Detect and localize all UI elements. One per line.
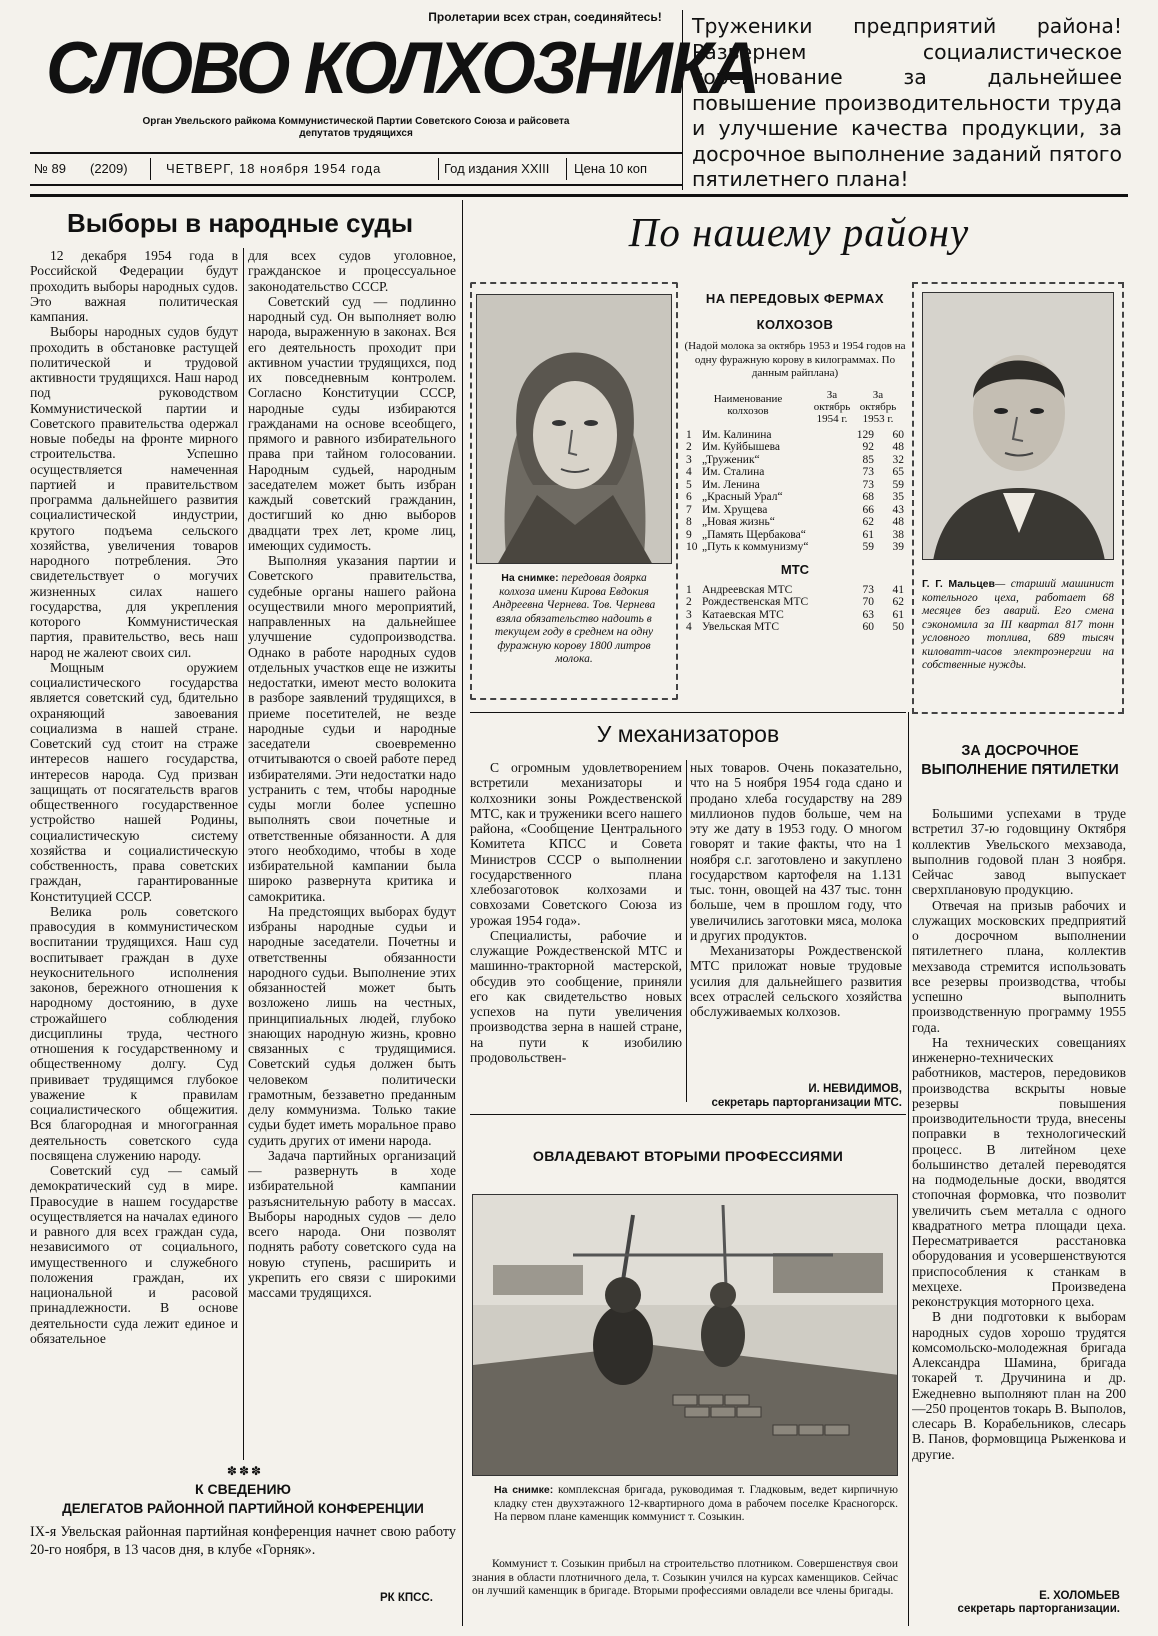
brigade-caption [494, 1484, 898, 1525]
brigade-photo [472, 1194, 898, 1476]
paragraph: Специалисты, рабочие и служащие Рождественской МТС и машинно-тракторной мастерской, обсудив это сообщение, приняли его как свидетельство новых успехов на пути увеличения производства зерна в нашей стране, на пути к изобилию продовольствен- [470, 927, 682, 1065]
plan-text [912, 806, 1126, 1590]
row-value-1953: 32 [892, 453, 904, 466]
caption-lead: На снимке: [494, 1484, 554, 1496]
farms-table-title: НА ПЕРЕДОВЫХ ФЕРМАХ КОЛХОЗОВ [705, 291, 885, 332]
year-of-publication: Год издания XXIII [444, 161, 550, 176]
row-value-1953: 41 [892, 583, 904, 596]
elections-headline: Выборы в народные суды [66, 208, 414, 238]
paragraph: На технических совещаниях инженерно-технических работников, мастеров, передовиков производства вскрыты новые резервы повышения производительности труда, внесены поправки в технологический процесс. В литейном цехе большинство деталей переводятся на подмодельные доски, вводятся стопочная формовка, что позволит увеличить съем металла с одного квадратного метра площади цеха. Пересматривается расстановка оборудования и усовершенствуются приспособления к станкам в мехцехе. Произведена реконструкция моторного цеха. [912, 1034, 1126, 1309]
row-value-1953: 50 [892, 621, 904, 633]
signature-name: Е. ХОЛОМЬЕВ [1039, 1590, 1120, 1602]
paragraph: Советский суд — самый демократический суд в мире. Правосудие в нашем государстве осуществляется на началах единого и равного для всех граждан суда, независимого от социального, имущественного и служебного положения граждан, их национальной и расовой принадлежности. В основе деятельности суда лежит единое и обязательное [30, 1163, 238, 1346]
rubric-title: По нашему району [628, 209, 970, 255]
table-row [684, 584, 906, 597]
row-value-1953: 48 [892, 516, 904, 528]
caption-text: комплексная бригада, руководимая т. Гладковым, ведет кирпичную кладку стен двухэтажного 12-квартирного дома в рабочем поселке Красногорск. На первом плане каменщик коммунист т. Созыкин. [494, 1484, 898, 1523]
paragraph: В дни подготовки к выборам народных судов хорошо трудятся комсомольско-молодежная бригада Александра Шамина, бригада токарей т. Дручинина и др. Ежедневно выполняют план на 200—250 процентов токарь В. Выполов, слесарь В. Корабельников, слесарь В. Панов, формовщица Рыженкова и другие. [912, 1309, 1126, 1462]
row-value-1954: 73 [862, 466, 874, 478]
row-number: 4 [686, 466, 692, 478]
row-value-1953: 38 [892, 528, 904, 541]
row-number: 5 [686, 478, 692, 491]
row-value-1953: 62 [892, 596, 904, 608]
row-value-1954: 68 [862, 491, 874, 503]
notice-text: IX-я Увельская районная партийная конференция начнет свою работу 20-го ноября, в 13 часов дня, в клубе «Горняк». [30, 1524, 456, 1558]
mechanizers-signature [690, 1082, 902, 1110]
masthead-divider [682, 10, 683, 190]
issue-total: (2209) [90, 161, 128, 176]
section-divider [462, 200, 463, 1626]
row-number: 1 [686, 583, 692, 596]
paragraph: Советский суд — подлинно народный суд. Он выполняет волю народа, выраженную в законах. Вся его деятельность проходит при активном участии трудящихся, под их повседневным контролем. Согласно Конституции СССР, народные суды избираются гражданами на основе всеобщего, прямого и равного избирательного права при тайном голосовании. Народным судьей, народным заседателем может быть избран каждый советский гражданин, достигший ко дню выборов двадцати трех лет, кроме лиц, имеющих судимость. [248, 293, 456, 553]
mechanizers-headline: У механизаторов [596, 721, 780, 747]
row-value-1953: 48 [892, 441, 904, 453]
table-row [684, 621, 906, 634]
row-value-1954: 70 [862, 596, 874, 608]
row-name: „Новая жизнь“ [702, 516, 775, 528]
mts-title: МТС [780, 561, 810, 577]
paragraph: Выполняя указания партии и Советского правительства, судебные органы нашего района осуществили много мероприятий, направленных на дальнейшее улучшение судопроизводства. Однако в работе народных судов отдельных участков еще не изжиты недостатки, имеют место волокита в разборе заявлений трудящихся, в приеме посетителей, не везде народные судьи и народные заседатели своевременно отчитываются о своей работе перед избирателями. Эти недостатки надо устранить с тем, чтобы народные суды могли более успешно выполнять свои почетные и ответственные обязанности. А для этого необходимо, чтобы в ходе избирательной кампании была широко развернута критика и самокритика. [248, 553, 456, 904]
farms-table-block [684, 286, 906, 688]
mechanizers-column-2 [690, 760, 902, 1019]
plan-signature [912, 1590, 1120, 1616]
price: Цена 10 коп [574, 161, 648, 176]
section-divider [908, 712, 909, 1626]
paragraph: Велика роль советского правосудия в коммунистическом воспитании трудящихся. Наш суд воспитывает граждан в духе неукоснительного исполнения законов, бережного отношения к народному достоянию, в духе строжайшего соблюдения дисциплины труда, честного отношения к государственному и общественному долгу. Суд прививает трудящимся глубокое уважение к правилам социалистического общежития. Вся благородная и многогранная деятельность советского суда посвящена служению народу. [30, 903, 238, 1163]
row-value-1954: 129 [856, 428, 874, 441]
table-row [684, 491, 906, 504]
table-row [684, 596, 906, 609]
row-value-1954: 92 [862, 441, 874, 453]
row-number: 2 [686, 441, 692, 453]
paragraph: Мощным оружием социалистического государства является советский суд, бдительно охраняющий завоевания социализма в нашей стране. Советский суд стоит на страже интересов нашего государства, интересов народа. Суд призван защищать от посягательств врагов общественного государственное устройство нашей Родины, социалистическую систему хозяйства и социалистическую собственность, права советских граждан, гарантированные Конституцией СССР. [30, 659, 238, 904]
paragraph: 12 декабря 1954 года в Российской Федерации будут проходить выборы народных судов. Это важная политическая кампания. [30, 248, 238, 324]
row-value-1953: 35 [892, 491, 904, 503]
mechanizers-column-1 [470, 760, 682, 1065]
row-name: Им. Калинина [702, 428, 772, 441]
issue-number: № 89 [34, 161, 67, 176]
farms-table-note: (Надой молока за октябрь 1953 и 1954 годов на одну фуражную корову в килограммах. По данным райплана) [684, 340, 906, 379]
row-value-1954: 59 [862, 541, 874, 553]
signature-role: секретарь парторганизации МТС. [711, 1097, 902, 1109]
table-row [684, 479, 906, 492]
motto: Пролетарии всех стран, соединяйтесь! [428, 10, 662, 24]
second-professions-text: Коммунист т. Созыкин прибыл на строительство плотником. Совершенствуя свои знания в области плотничного дела, т. Созыкин учился на курсах каменщиков. Сейчас он лучший каменщик в бригаде. Вторыми профессиями овладели все члены бригады. [472, 1558, 898, 1597]
row-value-1954: 73 [862, 478, 874, 491]
row-name: Андреевская МТС [702, 583, 793, 596]
maltsev-photo [922, 292, 1114, 560]
notice-signature: РК КПСС. [380, 1592, 433, 1604]
col-header-1954: За октябрь 1954 г. [813, 388, 851, 425]
signature-role: секретарь парторганизации. [957, 1603, 1120, 1615]
issue-rule-bottom [30, 184, 682, 186]
appeal-slogan: Труженики предприятий района! Развернем социалистическое соревнование за дальнейшее повышение производительности труда и улучшение качества продукции, за досрочное выполнение заданий пятого пятилетнего плана! [692, 14, 1122, 191]
row-value-1953: 43 [892, 503, 904, 516]
table-row [684, 466, 906, 479]
paragraph: Задача партийных организаций — развернуть в ходе избирательной кампании разъяснительную работу в массах. Выборы народных судов — дело всего народа. Они позволят поднять работу советского суда на новую ступень, расширить и укрепить его связи с широкими массами трудящихся. [248, 1147, 456, 1300]
paragraph: На предстоящих выборах будут избраны народные судьи и народные заседатели. Почетны и ответственны обязанности народного судьи. Выполнение этих обязанностей может быть возложено лишь на честных, принципиальных людей, глубоко знающих народную жизнь, кровно связанных с трудящимися. Советский судья должен быть человеком политически грамотным, беззаветно преданным делу коммунизма. Только такие судьи будет иметь моральное право судить других от имени народа. [248, 903, 456, 1148]
elections-column-1 [30, 248, 238, 1462]
newspaper-title: СЛОВО КОЛХОЗНИКА [46, 27, 758, 109]
paragraph: Механизаторы Рождественской МТС приложат новые трудовые усилия для дальнейшего развития всех отраслей сельского хозяйства обслуживаемых колхозов. [690, 943, 902, 1019]
row-number: 3 [686, 608, 692, 621]
construction-scene-image [473, 1195, 898, 1476]
portrait-man-image [923, 293, 1114, 560]
row-number: 4 [686, 621, 692, 633]
table-row [684, 454, 906, 467]
col-header-name: Наименование колхозов [713, 392, 783, 417]
row-value-1953: 59 [892, 478, 904, 491]
farms-table-header [684, 389, 906, 429]
notice-ornament: ✽✽✽ [226, 1464, 264, 1478]
row-value-1953: 65 [892, 466, 904, 478]
maltsev-caption [922, 578, 1114, 673]
row-name: Рождественская МТС [702, 596, 809, 608]
row-value-1954: 62 [862, 516, 874, 528]
paragraph: ных товаров. Очень показательно, что на 5 ноября 1954 года сдано и продано хлеба государству на 289 миллионов пудов больше, чем на эту же дату в 1953 году. О многом говорят и такие факты, что на 1 ноября с.г. заготовлено и закуплено государством картофеля на 1.131 тыс. тонн, овощей на 437 тыс. тонн больше, чем в прошлом году, что увеличились заготовки мяса, молока и других продуктов. [690, 760, 902, 943]
row-number: 6 [686, 491, 692, 503]
row-name: „Путь к коммунизму“ [702, 541, 809, 553]
maltsev-photo-frame [912, 282, 1124, 714]
row-number: 1 [686, 428, 692, 441]
row-name: Увельская МТС [702, 621, 780, 633]
row-number: 8 [686, 516, 692, 528]
milkmaid-photo [476, 294, 672, 564]
organ-line: Орган Увельского райкома Коммунистической Партии Советского Союза и райсовета депутатов трудящихся [142, 116, 570, 139]
row-number: 2 [686, 596, 692, 608]
paragraph: Большими успехами в труде встретил 37-ю годовщину Октября коллектив Увельского мехзавода, выполнив годовой план 3 ноября. Сейчас завод выпускает сверхплановую продукцию. [912, 806, 1126, 898]
masthead-rule [30, 194, 1128, 197]
row-value-1954: 60 [862, 621, 874, 633]
row-number: 10 [686, 541, 698, 553]
row-value-1953: 61 [892, 608, 904, 621]
row-value-1954: 63 [862, 608, 874, 621]
row-name: „Красный Урал“ [702, 491, 783, 503]
row-number: 9 [686, 528, 692, 541]
row-value-1954: 61 [862, 528, 874, 541]
signature-name: И. НЕВИДИМОВ, [808, 1083, 902, 1095]
milkmaid-caption [482, 572, 666, 667]
column-divider [243, 248, 244, 1460]
second-professions-headline: ОВЛАДЕВАЮТ ВТОРЫМИ ПРОФЕССИЯМИ [532, 1149, 844, 1165]
paragraph: Отвечая на призыв рабочих и служащих московских предприятий о досрочном выполнении пятилетнего плана, коллектив мехзавода стремится использовать все резервы производства, чтобы успешно выполнить производственную программу 1955 года. [912, 897, 1126, 1035]
plan-headline: ЗА ДОСРОЧНОЕ ВЫПОЛНЕНИЕ ПЯТИЛЕТКИ [921, 743, 1119, 779]
caption-lead: На снимке: [501, 572, 559, 584]
table-row [684, 609, 906, 622]
milkmaid-photo-frame [470, 282, 678, 700]
portrait-woman-image [477, 295, 672, 564]
elections-column-2 [248, 248, 456, 1460]
caption-lead: Г. Г. Мальцев [922, 578, 995, 590]
row-value-1953: 39 [892, 541, 904, 553]
row-number: 3 [686, 453, 692, 466]
row-name: Им. Хрущева [702, 503, 768, 516]
issue-date: ЧЕТВЕРГ, 18 ноября 1954 года [166, 161, 382, 176]
mts-table [684, 584, 906, 634]
paragraph: Выборы народных судов будут проходить в обстановке растущей политической и трудовой активности трудящихся. Наш народ под руководством Коммунистической партии и Советского правительства одержал новые победы на фронте мирного строительства. Успешно осуществляется намеченная партией и правительством программа дальнейшего развития социалистической индустрии, крутого подъема сельского хозяйства, увеличения товаров народного потребления. Это свидетельствует о могучих жизненных силах нашего государства, для укрепления которого Коммунистическая партия, правительство, весь наш народ не жалеют своих сил. [30, 324, 238, 660]
row-name: Им. Ленина [702, 478, 760, 491]
caption-text: передовая доярка колхоза имени Кирова Евдокия Андреевна Чернева. Тов. Чернева взяла обязательство надоить в текущем году в среднем на одну фуражную корову 1800 литров молока. [492, 572, 656, 665]
row-number: 7 [686, 503, 692, 516]
table-row [684, 516, 906, 529]
row-value-1954: 85 [862, 453, 874, 466]
table-row [684, 441, 906, 454]
row-name: Им. Сталина [702, 466, 765, 478]
paragraph: для всех судов уголовное, гражданское и процессуальное законодательство СССР. [248, 248, 456, 294]
caption-text: — старший машинист котельного цеха, работает 68 месяцев без аварий. Его смена сэкономила за III квартал 817 тонн условного топлива, 689 тысяч киловатт-часов электроэнергии на собственные нужды. [922, 578, 1114, 671]
row-name: Им. Куйбышева [702, 441, 780, 453]
notice-subtitle: ДЕЛЕГАТОВ РАЙОННОЙ ПАРТИЙНОЙ КОНФЕРЕНЦИИ [62, 1501, 424, 1516]
table-row [684, 504, 906, 517]
row-value-1953: 60 [892, 428, 904, 441]
row-name: Катаевская МТС [702, 608, 784, 621]
paragraph: С огромным удовлетворением встретили механизаторы и колхозники зоны Рождественской МТС, как и труженики всего нашего района, «Сообщение Центрального Комитета КПСС и Совета Министров СССР о выполнении государственного плана хлебозаготовок колхозами и совхозами Советского Союза из урожая 1954 года». [470, 760, 682, 928]
issue-line [30, 158, 682, 182]
row-value-1954: 73 [862, 583, 874, 596]
table-row [684, 429, 906, 442]
table-row [684, 541, 906, 554]
farms-table [684, 429, 906, 554]
notice-title: К СВЕДЕНИЮ [195, 1481, 291, 1497]
issue-rule-top [30, 152, 682, 154]
row-value-1954: 66 [862, 503, 874, 516]
table-row [684, 529, 906, 542]
row-name: „Труженик“ [702, 453, 760, 466]
col-header-1953: За октябрь 1953 г. [859, 388, 897, 425]
row-name: „Память Щербакова“ [702, 528, 806, 541]
